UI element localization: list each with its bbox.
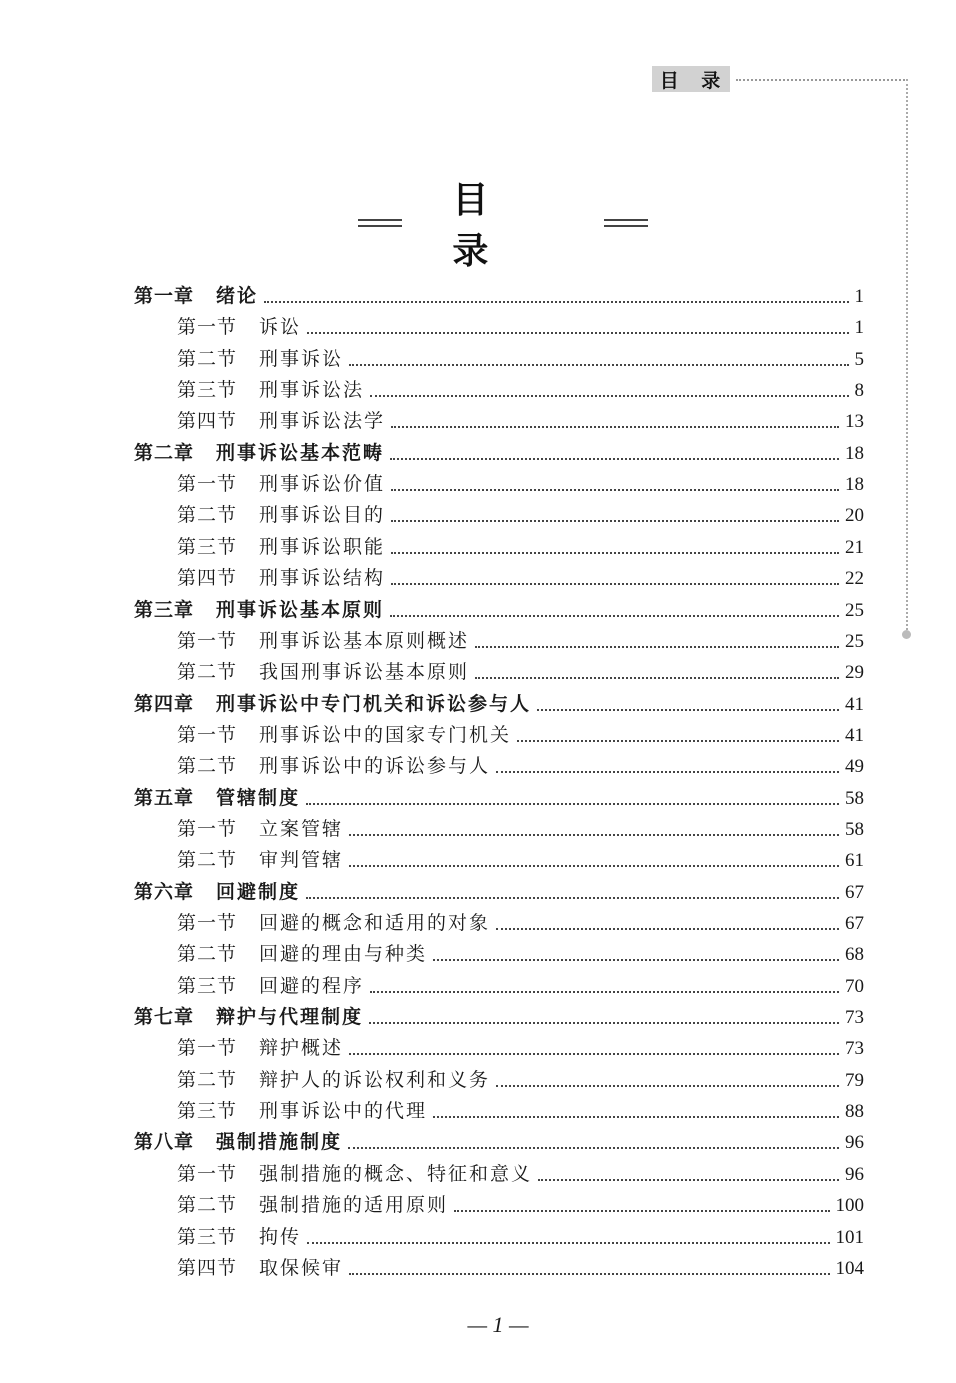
toc-entry-page: 67 <box>845 913 864 934</box>
toc-entry-title: 刑事诉讼基本原则概述 <box>259 629 470 652</box>
toc-entry-title: 强制措施的概念、特征和意义 <box>259 1162 533 1185</box>
toc-entry-number: 第二节 <box>177 504 238 527</box>
side-dotted-rule <box>906 79 908 634</box>
toc-dot-leader <box>307 332 848 334</box>
toc-entry-page: 1 <box>854 317 864 339</box>
toc-section-entry <box>177 1160 864 1188</box>
toc-dot-leader <box>475 677 839 679</box>
toc-dot-leader <box>391 583 839 585</box>
toc-entry-number: 第二节 <box>177 347 238 370</box>
toc-entry-page: 96 <box>845 1132 864 1154</box>
toc-dot-leader <box>349 834 839 836</box>
toc-entry-title: 刑事诉讼基本原则 <box>216 598 385 621</box>
toc-dot-leader <box>390 458 839 460</box>
toc-section-entry <box>177 345 864 373</box>
toc-dot-leader <box>433 1116 839 1118</box>
toc-entry-page: 96 <box>845 1163 864 1185</box>
toc-entry-title: 取保候审 <box>259 1256 344 1279</box>
toc-entry-page: 25 <box>845 599 864 621</box>
toc-chapter-entry <box>134 1003 864 1031</box>
toc-section-entry <box>177 815 864 843</box>
toc-entry-number: 第二章 <box>134 441 195 464</box>
toc-entry-number: 第三节 <box>177 535 238 558</box>
toc-entry-number: 第三节 <box>177 379 238 402</box>
toc-dot-leader <box>349 865 839 867</box>
toc-entry-page: 13 <box>845 411 864 433</box>
toc-dot-leader <box>391 520 839 522</box>
toc-entry-page: 101 <box>835 1226 864 1248</box>
toc-dot-leader <box>264 301 848 303</box>
toc-dot-leader <box>307 1242 829 1244</box>
page-title <box>358 180 648 272</box>
toc-entry-title: 我国刑事诉讼基本原则 <box>259 661 470 684</box>
page-number: — 1 — <box>467 1312 529 1337</box>
toc-entry-page: 61 <box>845 850 864 872</box>
toc-entry-page: 21 <box>845 536 864 558</box>
toc-dot-leader <box>370 991 839 993</box>
toc-entry-title: 刑事诉讼价值 <box>259 473 386 496</box>
header-dotted-rule <box>736 79 908 81</box>
toc-entry-title: 辩护人的诉讼权利和义务 <box>259 1068 491 1091</box>
toc-entry-page: 41 <box>845 724 864 746</box>
toc-entry-page: 8 <box>854 380 864 402</box>
toc-section-entry <box>177 721 864 749</box>
toc-entry-number: 第一节 <box>177 817 238 840</box>
toc-entry-page: 20 <box>845 505 864 527</box>
toc-entry-title: 刑事诉讼结构 <box>259 567 386 590</box>
toc-entry-number: 第三章 <box>134 598 195 621</box>
toc-dot-leader <box>306 897 839 899</box>
toc-section-entry <box>177 1066 864 1094</box>
toc-entry-title: 刑事诉讼法学 <box>259 410 386 433</box>
toc-dot-leader <box>349 1273 829 1275</box>
toc-entry-number: 第三节 <box>177 1100 238 1123</box>
toc-entry-number: 第一节 <box>177 473 238 496</box>
toc-entry-title: 刑事诉讼目的 <box>259 504 386 527</box>
toc-dot-leader <box>391 552 839 554</box>
toc-entry-number: 第二节 <box>177 661 238 684</box>
toc-entry-number: 第一节 <box>177 1162 238 1185</box>
toc-section-entry <box>177 972 864 1000</box>
toc-section-entry <box>177 313 864 341</box>
toc-entry-title: 回避的概念和适用的对象 <box>259 912 491 934</box>
toc-entry-page: 70 <box>845 975 864 997</box>
toc-section-entry <box>177 1097 864 1125</box>
toc-entry-number: 第七章 <box>134 1006 195 1029</box>
toc-section-entry <box>177 501 864 529</box>
toc-entry-title: 刑事诉讼中的国家专门机关 <box>259 723 512 746</box>
toc-chapter-entry <box>134 690 864 718</box>
toc-entry-page: 104 <box>835 1257 864 1279</box>
toc-entry-page: 49 <box>845 756 864 778</box>
toc-dot-leader <box>475 646 839 648</box>
toc-dot-leader <box>537 709 839 711</box>
toc-entry-title: 回避的理由与种类 <box>259 943 428 966</box>
toc-entry-number: 第一节 <box>177 912 238 934</box>
toc-entry-title: 刑事诉讼 <box>259 347 344 370</box>
toc-entry-number: 第二节 <box>177 755 238 778</box>
toc-dot-leader <box>538 1179 839 1181</box>
toc-chapter-entry <box>134 439 864 467</box>
toc-dot-leader <box>391 426 839 428</box>
toc-entry-title: 辩护与代理制度 <box>216 1006 364 1029</box>
toc-entry-title: 强制措施的适用原则 <box>259 1194 449 1217</box>
toc-entry-number: 第三节 <box>177 974 238 997</box>
toc-entry-title: 刑事诉讼基本范畴 <box>216 441 385 464</box>
toc-chapter-entry <box>134 784 864 812</box>
toc-entry-page: 41 <box>845 693 864 715</box>
toc-entry-number: 第一节 <box>177 723 238 746</box>
toc-entry-number: 第一章 <box>134 285 195 307</box>
toc-entry-title: 回避制度 <box>216 880 301 903</box>
toc-dot-leader <box>391 489 839 491</box>
running-header-label: 目 录 <box>652 66 730 92</box>
toc-entry-title: 管辖制度 <box>216 786 301 809</box>
toc-entry-page: 29 <box>845 662 864 684</box>
toc-entry-page: 73 <box>845 1038 864 1060</box>
toc-entry-title: 诉讼 <box>259 316 302 339</box>
toc-entry-page: 88 <box>845 1101 864 1123</box>
toc-entry-number: 第四节 <box>177 567 238 590</box>
toc-section-entry <box>177 752 864 780</box>
toc-chapter-entry <box>134 878 864 906</box>
toc-dot-leader <box>454 1210 829 1212</box>
toc-entry-page: 100 <box>835 1195 864 1217</box>
toc-entry-number: 第四节 <box>177 410 238 433</box>
toc-entry-page: 58 <box>845 818 864 840</box>
toc-entry-number: 第一节 <box>177 629 238 652</box>
toc-entry-page: 5 <box>854 348 864 370</box>
toc-entry-number: 第一节 <box>177 1037 238 1060</box>
toc-entry-page: 18 <box>845 442 864 464</box>
toc-entry-page: 79 <box>845 1069 864 1091</box>
title-right-bar <box>604 219 648 227</box>
toc-entry-title: 拘传 <box>259 1225 302 1248</box>
side-rule-end-dot <box>902 630 911 639</box>
toc-dot-leader <box>496 771 839 773</box>
toc-chapter-entry <box>134 596 864 624</box>
toc-entry-page: 25 <box>845 630 864 652</box>
toc-dot-leader <box>306 803 839 805</box>
toc-entry-title: 强制措施制度 <box>216 1131 343 1154</box>
toc-dot-leader <box>517 740 839 742</box>
toc-entry-number: 第三节 <box>177 1225 238 1248</box>
toc-entry-page: 73 <box>845 1007 864 1029</box>
toc-entry-title: 刑事诉讼中专门机关和诉讼参与人 <box>216 692 532 715</box>
toc-entry-number: 第二节 <box>177 1194 238 1217</box>
toc-section-entry <box>177 909 864 937</box>
toc-section-entry <box>177 846 864 874</box>
toc-section-entry <box>177 1034 864 1062</box>
toc-dot-leader <box>349 1053 839 1055</box>
toc-entry-title: 立案管辖 <box>259 817 344 840</box>
toc-entry-number: 第二节 <box>177 849 238 872</box>
toc-dot-leader <box>349 364 848 366</box>
toc-section-entry <box>177 533 864 561</box>
toc-dot-leader <box>348 1147 839 1149</box>
toc-section-entry <box>177 470 864 498</box>
toc-section-entry <box>177 564 864 592</box>
toc-entry-page: 67 <box>845 881 864 903</box>
toc-entry-title: 刑事诉讼职能 <box>259 535 386 558</box>
toc-dot-leader <box>433 959 839 961</box>
toc-section-entry <box>177 658 864 686</box>
toc-entry-number: 第五章 <box>134 786 195 809</box>
toc-section-entry <box>177 407 864 435</box>
toc-section-entry <box>177 1254 864 1282</box>
toc-entry-number: 第八章 <box>134 1131 195 1154</box>
toc-entry-title: 刑事诉讼中的诉讼参与人 <box>259 755 491 778</box>
toc-entry-number: 第六章 <box>134 880 195 903</box>
toc-entry-number: 第四节 <box>177 1256 238 1279</box>
toc-entry-page: 1 <box>854 286 864 307</box>
toc-entry-title: 绪论 <box>216 285 259 307</box>
toc-entry-title: 回避的程序 <box>259 974 365 997</box>
title-left-bar <box>358 219 402 227</box>
toc-chapter-entry <box>134 282 864 310</box>
toc-entry-number: 第四章 <box>134 692 195 715</box>
toc-dot-leader <box>369 1022 839 1024</box>
toc-dot-leader <box>390 615 839 617</box>
toc-entry-number: 第二节 <box>177 1068 238 1091</box>
toc-section-entry <box>177 627 864 655</box>
toc-dot-leader <box>370 395 848 397</box>
toc-entry-number: 第一节 <box>177 316 238 339</box>
toc-entry-number: 第二节 <box>177 943 238 966</box>
toc-entry-page: 68 <box>845 944 864 966</box>
toc-section-entry <box>177 1191 864 1219</box>
toc-dot-leader <box>496 1085 839 1087</box>
toc-entry-title: 辩护概述 <box>259 1037 344 1060</box>
toc-entry-title: 审判管辖 <box>259 849 344 872</box>
toc-entry-page: 22 <box>845 568 864 590</box>
toc-section-entry <box>177 1223 864 1251</box>
toc-section-entry <box>177 940 864 968</box>
toc-entry-title: 刑事诉讼法 <box>259 379 365 402</box>
toc-entry-page: 18 <box>845 474 864 496</box>
toc-entry-page: 58 <box>845 787 864 809</box>
toc-section-entry <box>177 376 864 404</box>
page-title-text: 目 录 <box>452 180 533 272</box>
toc-chapter-entry <box>134 1128 864 1156</box>
toc-entry-title: 刑事诉讼中的代理 <box>259 1100 428 1123</box>
toc-dot-leader <box>496 928 839 930</box>
